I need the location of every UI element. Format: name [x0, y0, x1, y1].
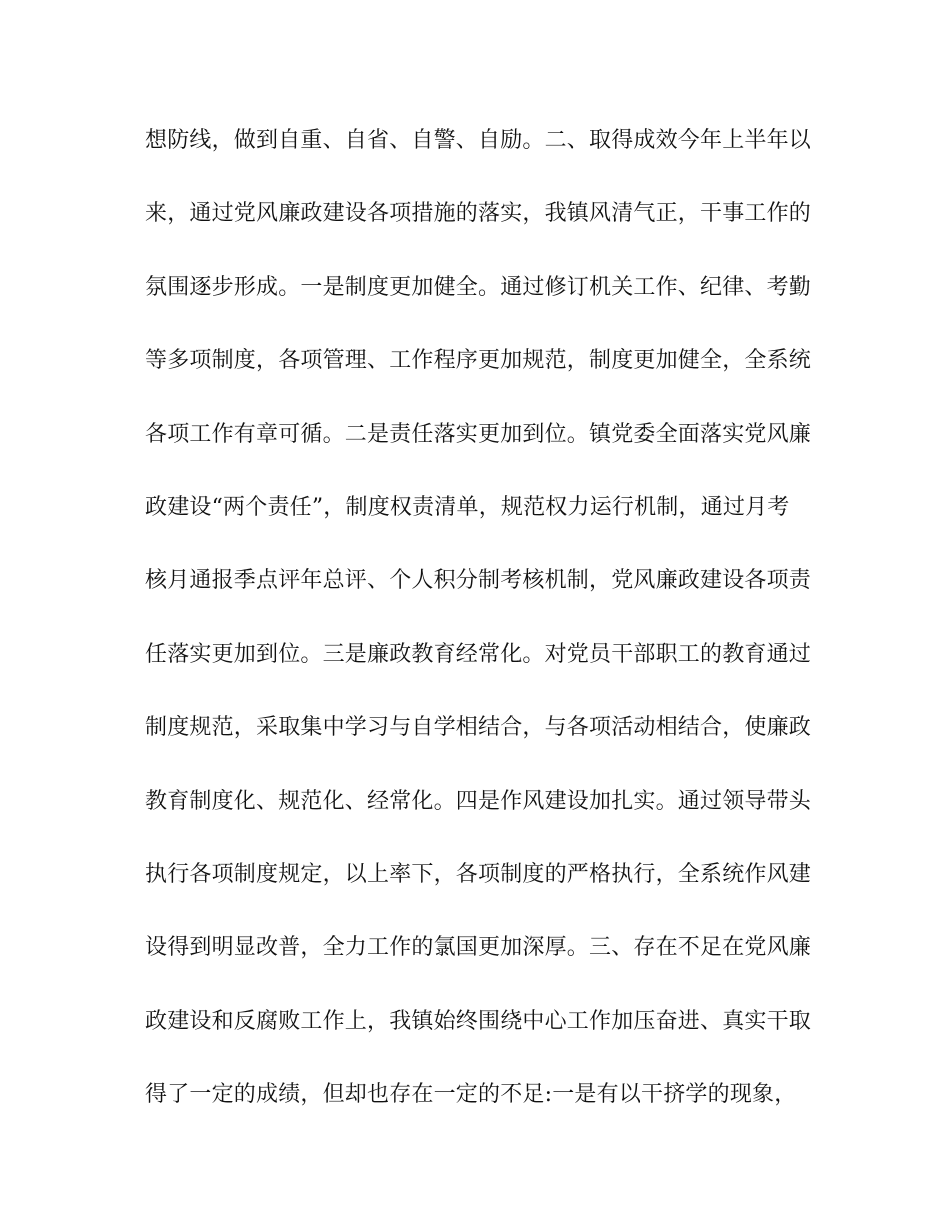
text-line: 各项工作有章可循。二是责任落实更加到位。镇党委全面落实党风廉	[145, 421, 812, 447]
text-line: 来，通过党风廉政建设各项措施的落实，我镇风清气正，干事工作的	[145, 201, 812, 227]
text-line: 想防线，做到自重、自省、自警、自励。二、取得成效今年上半年以	[145, 128, 812, 153]
text-line: 氛围逐步形成。一是制度更加健全。通过修订机关工作、纪律、考勤	[145, 274, 812, 300]
body-text	[145, 118, 812, 1145]
text-line: 政建设“两个责任”，制度权责清单，规范权力运行机制，通过月考	[145, 494, 790, 520]
text-line: 制度规范，采取集中学习与自学相结合，与各项活动相结合，使廉政	[145, 715, 812, 741]
text-line: 等多项制度，各项管理、工作程序更加规范，制度更加健全，全系统	[145, 348, 812, 374]
text-line: 核月通报季点评年总评、个人积分制考核机制，党风廉政建设各项责	[145, 568, 812, 594]
text-line: 教育制度化、规范化、经常化。四是作风建设加扎实。通过领导带头	[145, 788, 812, 814]
text-line: 执行各项制度规定，以上率下，各项制度的严格执行，全系统作风建	[145, 861, 812, 887]
text-line: 设得到明显改普，全力工作的氯国更加深厚。三、存在不足在党风廉	[145, 935, 812, 961]
text-line: 政建设和反腐败工作上，我镇始终围绕中心工作加压奋进、真实干取	[145, 1008, 812, 1034]
text-line: 任落实更加到位。三是廉政教育经常化。对党员干部职工的教育通过	[145, 641, 812, 667]
text-line: 得了一定的成绩，但却也存在一定的不足:一是有以干挤学的现象，	[145, 1082, 797, 1108]
